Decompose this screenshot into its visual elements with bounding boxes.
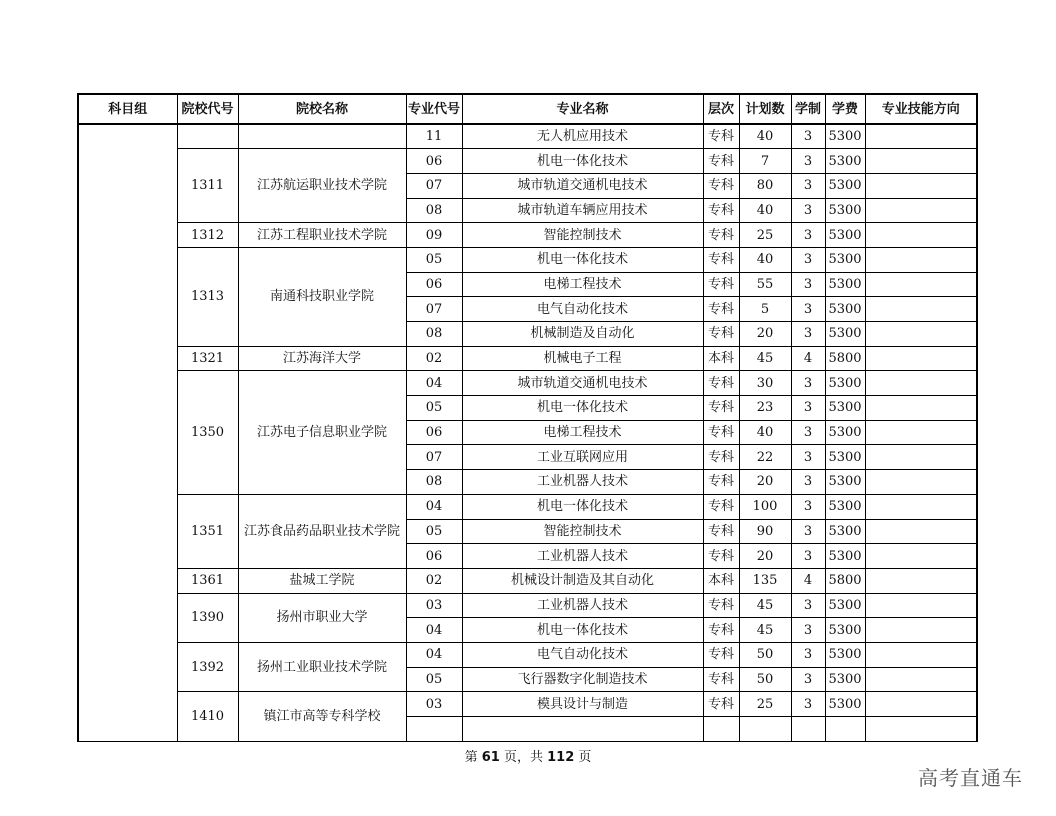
tuition-cell: 5300: [825, 272, 865, 297]
footer-suffix: 页: [578, 750, 592, 765]
skill-direction-cell: [865, 371, 977, 396]
column-header: 院校名称: [238, 94, 406, 124]
level-cell: 专科: [703, 371, 739, 396]
major-code-cell: 04: [406, 371, 462, 396]
level-cell: 专科: [703, 544, 739, 569]
admission-plan-table-container: [77, 93, 977, 724]
level-cell: 专科: [703, 470, 739, 495]
skill-direction-cell: [865, 470, 977, 495]
skill-direction-cell: [865, 247, 977, 272]
column-header: 院校代号: [177, 94, 238, 124]
plan-count-cell: 5: [739, 297, 791, 322]
table-row: [78, 494, 977, 519]
major-name-cell: 机械电子工程: [462, 346, 703, 371]
level-cell: 专科: [703, 223, 739, 248]
column-header: 学费: [825, 94, 865, 124]
duration-cell: 3: [791, 593, 825, 618]
level-cell: 专科: [703, 445, 739, 470]
column-header: 层次: [703, 94, 739, 124]
plan-count-cell: 90: [739, 519, 791, 544]
level-cell: 专科: [703, 494, 739, 519]
school-code-cell: 1312: [177, 223, 238, 248]
major-code-cell: 07: [406, 445, 462, 470]
level-cell: 专科: [703, 618, 739, 643]
plan-count-cell: 100: [739, 494, 791, 519]
tuition-cell: 5300: [825, 667, 865, 692]
duration-cell: [791, 717, 825, 742]
tuition-cell: 5300: [825, 198, 865, 223]
table-row: [78, 223, 977, 248]
tuition-cell: 5300: [825, 396, 865, 421]
duration-cell: 3: [791, 692, 825, 717]
school-name-cell: 江苏电子信息职业学院: [238, 371, 406, 494]
skill-direction-cell: [865, 272, 977, 297]
major-name-cell: 工业机器人技术: [462, 544, 703, 569]
plan-count-cell: 50: [739, 667, 791, 692]
major-name-cell: [462, 717, 703, 742]
table-row: [78, 124, 977, 149]
duration-cell: 3: [791, 642, 825, 667]
school-name-cell: 扬州市职业大学: [238, 593, 406, 642]
skill-direction-cell: [865, 519, 977, 544]
duration-cell: 3: [791, 544, 825, 569]
skill-direction-cell: [865, 717, 977, 742]
duration-cell: 3: [791, 272, 825, 297]
major-code-cell: 06: [406, 272, 462, 297]
major-name-cell: 无人机应用技术: [462, 124, 703, 149]
tuition-cell: 5300: [825, 642, 865, 667]
skill-direction-cell: [865, 124, 977, 149]
tuition-cell: 5300: [825, 173, 865, 198]
duration-cell: 3: [791, 618, 825, 643]
level-cell: 专科: [703, 396, 739, 421]
major-name-cell: 城市轨道交通机电技术: [462, 371, 703, 396]
level-cell: 专科: [703, 322, 739, 347]
duration-cell: 3: [791, 223, 825, 248]
level-cell: [703, 717, 739, 742]
current-page-number: 61: [481, 750, 500, 765]
school-code-cell: 1311: [177, 149, 238, 223]
major-code-cell: 08: [406, 198, 462, 223]
major-name-cell: 机电一体化技术: [462, 396, 703, 421]
major-name-cell: 电气自动化技术: [462, 642, 703, 667]
major-name-cell: 机电一体化技术: [462, 618, 703, 643]
duration-cell: 3: [791, 420, 825, 445]
level-cell: 专科: [703, 198, 739, 223]
tuition-cell: [825, 717, 865, 742]
tuition-cell: 5300: [825, 445, 865, 470]
table-row: [78, 568, 977, 593]
duration-cell: 3: [791, 445, 825, 470]
school-name-cell: [238, 124, 406, 149]
admission-plan-table: [77, 93, 978, 742]
major-name-cell: 机电一体化技术: [462, 247, 703, 272]
major-name-cell: 机械设计制造及其自动化: [462, 568, 703, 593]
plan-count-cell: 22: [739, 445, 791, 470]
major-name-cell: 智能控制技术: [462, 519, 703, 544]
table-header-row: [78, 94, 977, 124]
skill-direction-cell: [865, 297, 977, 322]
skill-direction-cell: [865, 445, 977, 470]
duration-cell: 4: [791, 346, 825, 371]
skill-direction-cell: [865, 396, 977, 421]
school-name-cell: 扬州工业职业技术学院: [238, 642, 406, 691]
major-code-cell: 03: [406, 692, 462, 717]
column-header: 科目组: [78, 94, 177, 124]
level-cell: 专科: [703, 692, 739, 717]
skill-direction-cell: [865, 173, 977, 198]
plan-count-cell: 80: [739, 173, 791, 198]
skill-direction-cell: [865, 346, 977, 371]
duration-cell: 3: [791, 494, 825, 519]
duration-cell: 3: [791, 470, 825, 495]
plan-count-cell: 40: [739, 198, 791, 223]
major-code-cell: 05: [406, 667, 462, 692]
level-cell: 专科: [703, 247, 739, 272]
column-header: 专业代号: [406, 94, 462, 124]
school-name-cell: 江苏航运职业技术学院: [238, 149, 406, 223]
major-name-cell: 智能控制技术: [462, 223, 703, 248]
skill-direction-cell: [865, 568, 977, 593]
plan-count-cell: 25: [739, 692, 791, 717]
tuition-cell: 5800: [825, 568, 865, 593]
subject-group-cell: [78, 124, 177, 741]
skill-direction-cell: [865, 642, 977, 667]
duration-cell: 3: [791, 124, 825, 149]
skill-direction-cell: [865, 593, 977, 618]
plan-count-cell: 23: [739, 396, 791, 421]
major-name-cell: 机电一体化技术: [462, 149, 703, 174]
duration-cell: 3: [791, 297, 825, 322]
school-name-cell: 镇江市高等专科学校: [238, 692, 406, 741]
table-row: [78, 149, 977, 174]
level-cell: 专科: [703, 297, 739, 322]
duration-cell: 3: [791, 149, 825, 174]
column-header: 计划数: [739, 94, 791, 124]
skill-direction-cell: [865, 322, 977, 347]
level-cell: 本科: [703, 346, 739, 371]
school-code-cell: 1410: [177, 692, 238, 741]
skill-direction-cell: [865, 420, 977, 445]
level-cell: 专科: [703, 272, 739, 297]
tuition-cell: 5300: [825, 371, 865, 396]
tuition-cell: 5300: [825, 420, 865, 445]
major-name-cell: 飞行器数字化制造技术: [462, 667, 703, 692]
table-row: [78, 371, 977, 396]
tuition-cell: 5800: [825, 346, 865, 371]
major-name-cell: 城市轨道车辆应用技术: [462, 198, 703, 223]
plan-count-cell: 20: [739, 544, 791, 569]
major-name-cell: 电梯工程技术: [462, 272, 703, 297]
plan-count-cell: 7: [739, 149, 791, 174]
major-name-cell: 工业机器人技术: [462, 593, 703, 618]
major-code-cell: 07: [406, 173, 462, 198]
table-row: [78, 593, 977, 618]
major-code-cell: 05: [406, 519, 462, 544]
page-footer: [0, 746, 1056, 765]
plan-count-cell: 20: [739, 470, 791, 495]
level-cell: 专科: [703, 420, 739, 445]
plan-count-cell: 20: [739, 322, 791, 347]
skill-direction-cell: [865, 667, 977, 692]
school-code-cell: 1361: [177, 568, 238, 593]
major-name-cell: 工业互联网应用: [462, 445, 703, 470]
column-header: 学制: [791, 94, 825, 124]
duration-cell: 4: [791, 568, 825, 593]
table-row: [78, 346, 977, 371]
duration-cell: 3: [791, 519, 825, 544]
level-cell: 专科: [703, 149, 739, 174]
major-name-cell: 模具设计与制造: [462, 692, 703, 717]
level-cell: 专科: [703, 519, 739, 544]
major-code-cell: [406, 717, 462, 742]
plan-count-cell: [739, 717, 791, 742]
tuition-cell: 5300: [825, 247, 865, 272]
plan-count-cell: 45: [739, 346, 791, 371]
major-code-cell: 06: [406, 544, 462, 569]
level-cell: 专科: [703, 642, 739, 667]
major-code-cell: 11: [406, 124, 462, 149]
major-name-cell: 工业机器人技术: [462, 470, 703, 495]
tuition-cell: 5300: [825, 519, 865, 544]
plan-count-cell: 30: [739, 371, 791, 396]
skill-direction-cell: [865, 223, 977, 248]
level-cell: 专科: [703, 173, 739, 198]
school-code-cell: 1313: [177, 247, 238, 346]
school-name-cell: 江苏工程职业技术学院: [238, 223, 406, 248]
major-code-cell: 03: [406, 593, 462, 618]
major-code-cell: 05: [406, 396, 462, 421]
school-code-cell: 1390: [177, 593, 238, 642]
level-cell: 专科: [703, 667, 739, 692]
major-name-cell: 电气自动化技术: [462, 297, 703, 322]
table-body: [78, 124, 977, 741]
skill-direction-cell: [865, 692, 977, 717]
tuition-cell: 5300: [825, 124, 865, 149]
school-name-cell: 盐城工学院: [238, 568, 406, 593]
tuition-cell: 5300: [825, 618, 865, 643]
major-name-cell: 机电一体化技术: [462, 494, 703, 519]
table-row: [78, 692, 977, 717]
major-name-cell: 机械制造及自动化: [462, 322, 703, 347]
major-code-cell: 06: [406, 149, 462, 174]
major-code-cell: 08: [406, 322, 462, 347]
duration-cell: 3: [791, 247, 825, 272]
plan-count-cell: 25: [739, 223, 791, 248]
plan-count-cell: 40: [739, 420, 791, 445]
major-code-cell: 04: [406, 642, 462, 667]
table-row: [78, 247, 977, 272]
duration-cell: 3: [791, 396, 825, 421]
school-code-cell: 1351: [177, 494, 238, 568]
major-code-cell: 05: [406, 247, 462, 272]
plan-count-cell: 55: [739, 272, 791, 297]
plan-count-cell: 135: [739, 568, 791, 593]
tuition-cell: 5300: [825, 322, 865, 347]
school-name-cell: 江苏食品药品职业技术学院: [238, 494, 406, 568]
skill-direction-cell: [865, 149, 977, 174]
major-code-cell: 08: [406, 470, 462, 495]
tuition-cell: 5300: [825, 692, 865, 717]
footer-prefix: 第: [464, 750, 478, 765]
school-name-cell: 江苏海洋大学: [238, 346, 406, 371]
column-header: 专业名称: [462, 94, 703, 124]
major-code-cell: 02: [406, 568, 462, 593]
plan-count-cell: 45: [739, 593, 791, 618]
duration-cell: 3: [791, 198, 825, 223]
footer-middle: 页，共: [503, 750, 543, 765]
school-name-cell: 南通科技职业学院: [238, 247, 406, 346]
plan-count-cell: 40: [739, 124, 791, 149]
tuition-cell: 5300: [825, 544, 865, 569]
school-code-cell: [177, 124, 238, 149]
tuition-cell: 5300: [825, 470, 865, 495]
major-name-cell: 电梯工程技术: [462, 420, 703, 445]
level-cell: 本科: [703, 568, 739, 593]
total-page-count: 112: [547, 750, 575, 765]
major-code-cell: 04: [406, 494, 462, 519]
major-code-cell: 04: [406, 618, 462, 643]
skill-direction-cell: [865, 494, 977, 519]
tuition-cell: 5300: [825, 494, 865, 519]
school-code-cell: 1350: [177, 371, 238, 494]
level-cell: 专科: [703, 124, 739, 149]
school-code-cell: 1321: [177, 346, 238, 371]
duration-cell: 3: [791, 371, 825, 396]
plan-count-cell: 50: [739, 642, 791, 667]
skill-direction-cell: [865, 198, 977, 223]
skill-direction-cell: [865, 618, 977, 643]
major-code-cell: 02: [406, 346, 462, 371]
major-name-cell: 城市轨道交通机电技术: [462, 173, 703, 198]
column-header: 专业技能方向: [865, 94, 977, 124]
duration-cell: 3: [791, 667, 825, 692]
tuition-cell: 5300: [825, 149, 865, 174]
watermark-text: 高考直通车: [918, 766, 1023, 790]
level-cell: 专科: [703, 593, 739, 618]
tuition-cell: 5300: [825, 223, 865, 248]
major-code-cell: 06: [406, 420, 462, 445]
duration-cell: 3: [791, 173, 825, 198]
major-code-cell: 09: [406, 223, 462, 248]
skill-direction-cell: [865, 544, 977, 569]
plan-count-cell: 45: [739, 618, 791, 643]
major-code-cell: 07: [406, 297, 462, 322]
duration-cell: 3: [791, 322, 825, 347]
tuition-cell: 5300: [825, 297, 865, 322]
table-row: [78, 642, 977, 667]
school-code-cell: 1392: [177, 642, 238, 691]
plan-count-cell: 40: [739, 247, 791, 272]
tuition-cell: 5300: [825, 593, 865, 618]
